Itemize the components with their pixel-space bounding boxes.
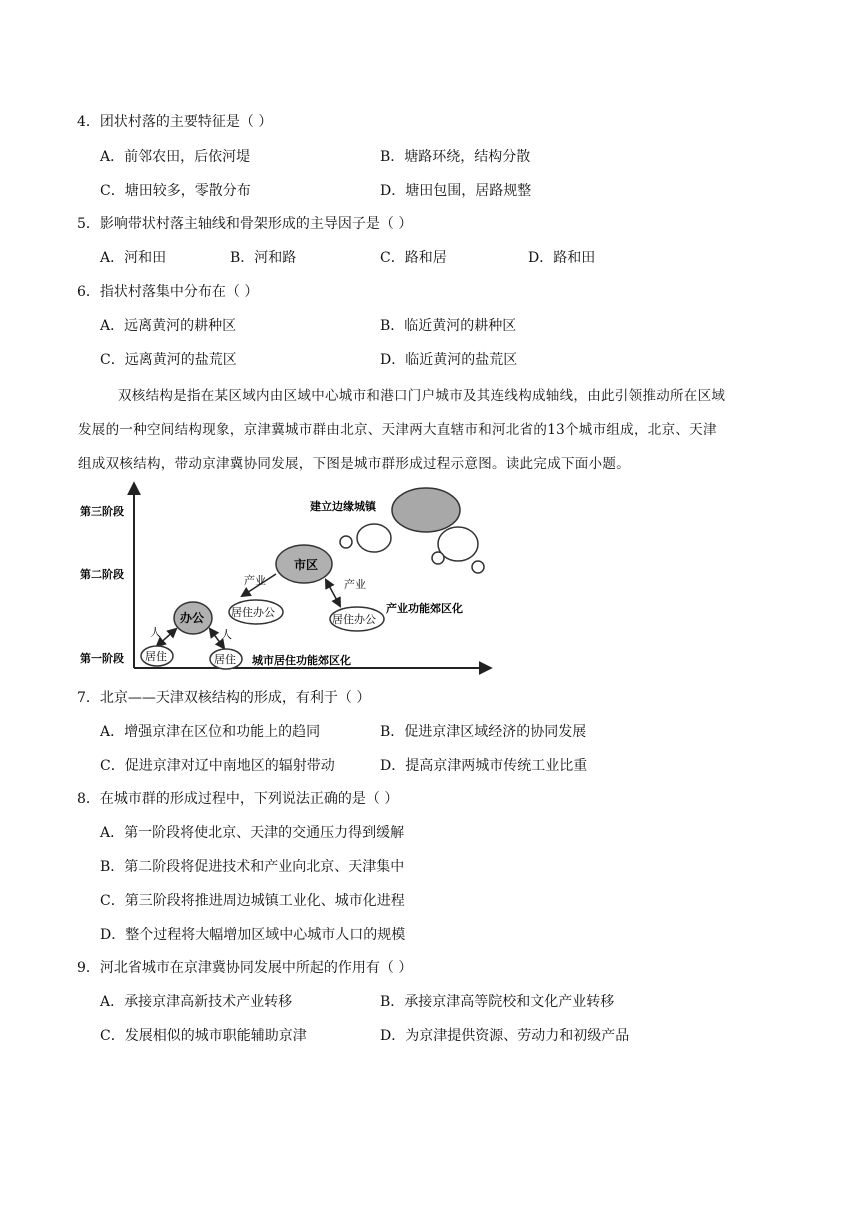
edge-town-small-1	[340, 536, 352, 548]
q8-option-a: A．第一阶段将使北京、天津的交通压力得到缓解	[100, 825, 405, 841]
label-stage-1: 第一阶段	[80, 652, 124, 665]
label-res-right: 居住	[214, 653, 236, 666]
q7-option-a: A．增强京津在区位和功能上的趋同	[100, 724, 321, 740]
q6-option-a: A．远离黄河的耕种区	[100, 318, 237, 334]
material-line-3: 组成双核结构，带动京津冀协同发展，下图是城市群形成过程示意图。读此完成下面小题。	[78, 456, 630, 472]
q6-option-b: B．临近黄河的耕种区	[380, 318, 517, 334]
q7-option-c: C．促进京津对辽中南地区的辐射带动	[100, 758, 335, 774]
label-res-office-left: 居住办公	[231, 606, 275, 619]
q6-option-c: C．远离黄河的盐荒区	[100, 352, 237, 368]
q9-option-d: D．为京津提供资源、劳动力和初级产品	[380, 1028, 630, 1044]
q9-option-a: A．承接京津高新技术产业转移	[100, 994, 293, 1010]
label-industry-left: 产业	[244, 574, 266, 587]
label-city-area: 市区	[294, 558, 319, 572]
question-7-stem: 7．北京——天津双核结构的形成，有利于（ ）	[77, 690, 371, 706]
question-5-stem: 5．影响带状村落主轴线和骨架形成的主导因子是（ ）	[77, 216, 413, 232]
label-res-left: 居住	[145, 650, 167, 663]
q6-option-d: D．临近黄河的盐荒区	[380, 352, 518, 368]
edge-town-large	[392, 488, 460, 532]
material-line-1: 双核结构是指在某区域内由区域中心城市和港口门户城市及其连线构成轴线，由此引领推动所在区域	[118, 388, 726, 404]
question-6-stem: 6．指状村落集中分布在（ ）	[77, 284, 259, 300]
q7-option-b: B．促进京津区域经济的协同发展	[380, 724, 587, 740]
label-office: 办公	[180, 611, 205, 625]
edge-town-small-3	[472, 561, 484, 573]
q9-option-b: B．承接京津高等院校和文化产业转移	[380, 994, 615, 1010]
q4-option-a: A．前邻农田，后依河堤	[100, 149, 251, 165]
q7-option-d: D．提高京津两城市传统工业比重	[380, 758, 588, 774]
q4-option-d: D．塘田包围，居路规整	[380, 183, 532, 199]
q5-option-c: C．路和居	[380, 250, 447, 266]
label-industry-right: 产业	[344, 578, 366, 591]
q8-option-c: C．第三阶段将推进周边城镇工业化、城市化进程	[100, 893, 405, 909]
question-8-stem: 8．在城市群的形成过程中，下列说法正确的是（ ）	[77, 791, 399, 807]
q8-option-b: B．第二阶段将促进技术和产业向北京、天津集中	[100, 859, 405, 875]
material-line-2: 发展的一种空间结构现象，京津冀城市群由北京、天津两大直辖市和河北省的13个城市组成，北京、天津	[78, 422, 717, 438]
label-stage-3: 第三阶段	[80, 505, 124, 518]
label-stage-2: 第二阶段	[80, 568, 124, 581]
arrow-industry-right	[326, 580, 340, 606]
q8-option-d: D．整个过程将大幅增加区域中心城市人口的规模	[100, 927, 406, 943]
label-residence-suburb: 城市居住功能郊区化	[252, 654, 351, 667]
q4-option-c: C．塘田较多，零散分布	[100, 183, 251, 199]
label-people-right: 人	[221, 628, 232, 641]
edge-town-small-2	[432, 552, 444, 564]
label-people-left: 人	[150, 626, 161, 639]
q4-option-b: B．塘路环绕，结构分散	[380, 149, 531, 165]
q9-option-c: C．发展相似的城市职能辅助京津	[100, 1028, 307, 1044]
city-cluster-diagram	[70, 476, 500, 676]
label-industry-suburb: 产业功能郊区化	[386, 602, 463, 615]
label-res-office-right: 居住办公	[332, 613, 376, 626]
question-4-stem: 4．团状村落的主要特征是（ ）	[77, 114, 273, 130]
label-edge-towns: 建立边缘城镇	[310, 500, 376, 513]
edge-town-left	[357, 524, 391, 552]
q5-option-b: B．河和路	[230, 250, 297, 266]
q5-option-d: D．路和田	[528, 250, 596, 266]
question-9-stem: 9．河北省城市在京津冀协同发展中所起的作用有（ ）	[77, 960, 413, 976]
q5-option-a: A．河和田	[100, 250, 167, 266]
